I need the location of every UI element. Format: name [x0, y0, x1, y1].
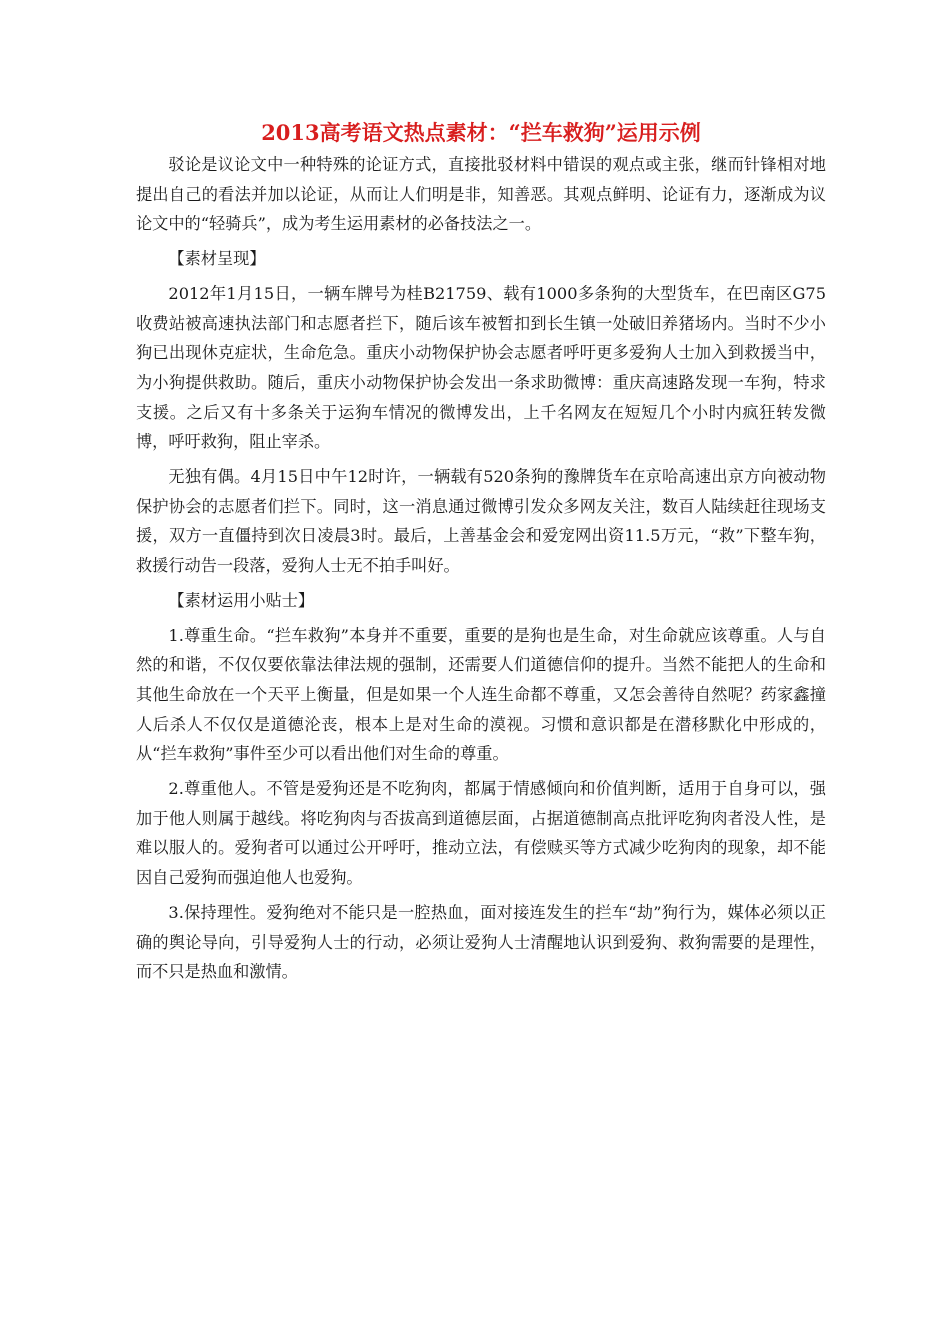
document-page	[136, 118, 826, 987]
tip-paragraph-1: 1.尊重生命。“拦车救狗”本身并不重要，重要的是狗也是生命，对生命就应该尊重。人与自然的和谐，不仅仅要依靠法律法规的强制，还需要人们道德信仰的提升。当然不能把人的生命和其他生命放在一个天平上衡量，但是如果一个人连生命都不尊重，又怎会善待自然呢？药家鑫撞人后杀人不仅仅是道德沦丧，根本上是对生命的漠视。习惯和意识都是在潜移默化中形成的，从“拦车救狗”事件至少可以看出他们对生命的尊重。	[136, 625, 826, 764]
section-heading-tips: 【素材运用小贴士】	[168, 590, 315, 610]
document-title: 2013高考语文热点素材：“拦车救狗”运用示例	[261, 120, 701, 145]
tip-paragraph-3: 3.保持理性。爱狗绝对不能只是一腔热血，面对接连发生的拦车“劫”狗行为，媒体必须以正确的舆论导向，引导爱狗人士的行动，必须让爱狗人士清醒地认识到爱狗、救狗需要的是理性，而不只是热血和激情。	[136, 902, 826, 982]
material-paragraph-1: 2012年1月15日，一辆车牌号为桂B21759、载有1000多条狗的大型货车，在巴南区G75收费站被高速执法部门和志愿者拦下，随后该车被暂扣到长生镇一处破旧养猪场内。当时不少小狗已出现休克症状，生命危急。重庆小动物保护协会志愿者呼吁更多爱狗人士加入到救援当中，为小狗提供救助。随后，重庆小动物保护协会发出一条求助微博：重庆高速路发现一车狗，特求支援。之后又有十多条关于运狗车情况的微博发出，上千名网友在短短几个小时内疯狂转发微博，呼吁救狗，阻止宰杀。	[136, 283, 826, 452]
material-paragraph-2: 无独有偶。4月15日中午12时许，一辆载有520条狗的豫牌货车在京哈高速出京方向被动物保护协会的志愿者们拦下。同时，这一消息通过微博引发众多网友关注，数百人陆续赶往现场支援，双方一直僵持到次日凌晨3时。最后，上善基金会和爱宠网出资11.5万元，“救”下整车狗，救援行动告一段落，爱狗人士无不拍手叫好。	[136, 467, 826, 576]
section-heading-material: 【素材呈现】	[168, 249, 266, 269]
tip-paragraph-2: 2.尊重他人。不管是爱狗还是不吃狗肉，都属于情感倾向和价值判断，适用于自身可以，强加于他人则属于越线。将吃狗肉与否拔高到道德层面，占据道德制高点批评吃狗肉者没人性，是难以服人的。爱狗者可以通过公开呼吁，推动立法，有偿赎买等方式减少吃狗肉的现象，却不能因自己爱狗而强迫他人也爱狗。	[136, 779, 826, 888]
intro-paragraph: 驳论是议论文中一种特殊的论证方式，直接批驳材料中错误的观点或主张，继而针锋相对地提出自己的看法并加以论证，从而让人们明是非，知善恶。其观点鲜明、论证有力，逐渐成为议论文中的“轻骑兵”，成为考生运用素材的必备技法之一。	[136, 155, 826, 234]
